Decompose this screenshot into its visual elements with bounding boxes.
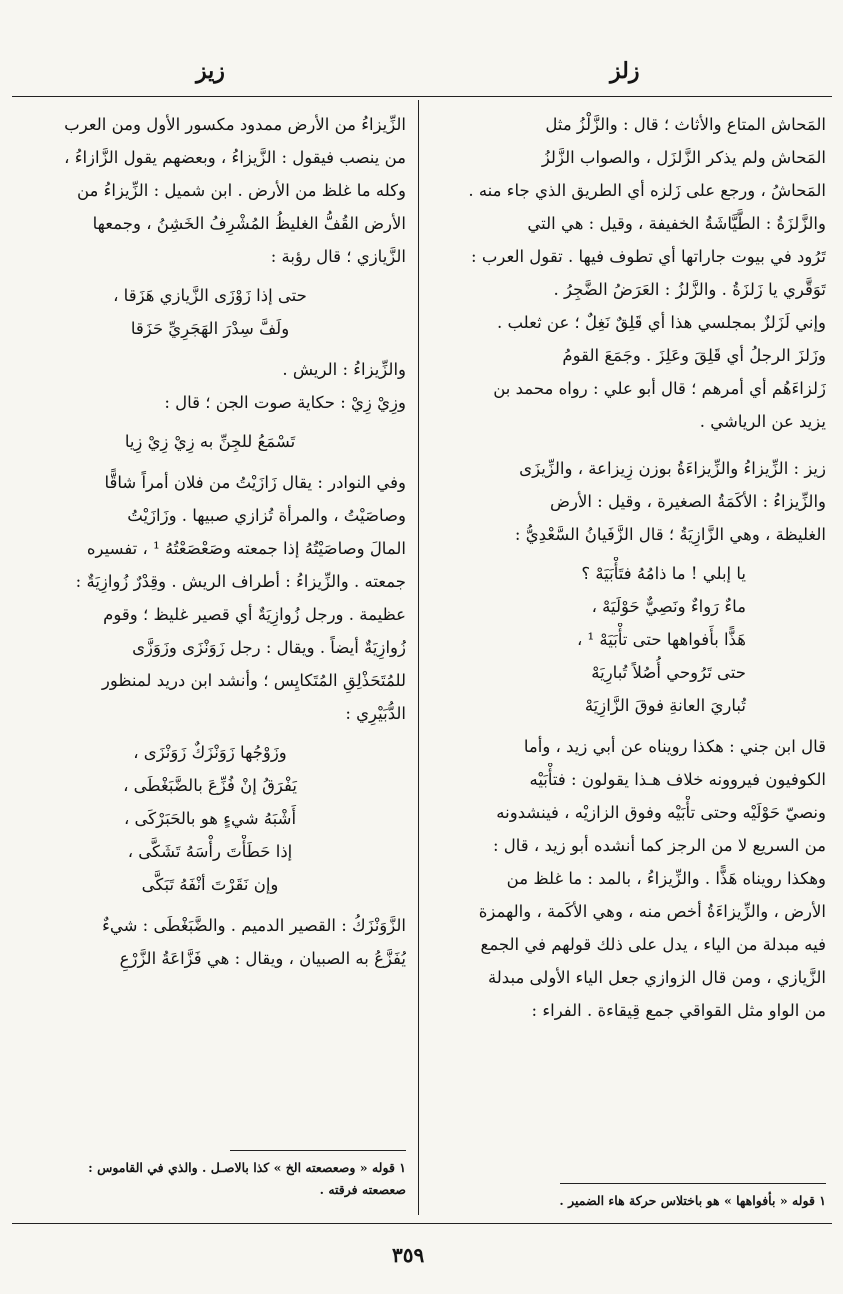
verse-line: تُباريَ العانةِ فوقَ الزَّازِيَهْ bbox=[584, 696, 746, 715]
entry-ibn-jinni bbox=[428, 730, 826, 1027]
text-line: ونصيّ حَوْلَيْه وحتى تأْبَيْه وفوق الزازيْه ، فينشدونه bbox=[496, 803, 826, 822]
verse-line: يَفْرَقُ إنْ فُزِّعَ بالضَّبَغْطَى ، bbox=[123, 776, 297, 795]
left-column bbox=[14, 108, 406, 975]
verse-line: إذا حَطَأْتَ رأْسَهُ تَشَكَّى ، bbox=[127, 842, 293, 861]
footnote-right bbox=[430, 1190, 826, 1212]
text-line: زيز : الزِّيزاءُ والزِّيزاءَةُ بوزن زِيزاعة ، والزِّيزَى bbox=[519, 459, 826, 478]
text-line: الكوفيون فيروونه خلاف هـذا يقولون : فتأْبَيْه bbox=[529, 770, 826, 789]
verse-line: ماءٌ رَواءٌ ونَصِيٌّ حَوْلَيَهْ ، bbox=[591, 597, 746, 616]
text-line: المَحاش ولم يذكر الزَّلزَل ، والصواب الزَّلزُ bbox=[541, 148, 826, 167]
text-line: الزَّوَنْزَكُ : القصير الدميم . والضَّبَغْطَى : شيءٌ bbox=[102, 916, 406, 935]
verse-line: وزَوْجُها زَوَنْزَكٌ زَوَنْزَى ، bbox=[133, 743, 287, 762]
verse-line: أَشْبَهُ شيءٍ هو بالحَبَرْكَى ، bbox=[123, 809, 297, 828]
footnote-rule-right bbox=[560, 1183, 826, 1184]
text-line: يُفَزَّعُ به الصبيان ، ويقال : هي فَزَّاعَةُ الزَّرْعِ bbox=[119, 949, 406, 968]
text-line: من الواو مثل القواقي جمع قِيقاءة . الفراء : bbox=[531, 1001, 826, 1020]
entry-rish bbox=[14, 353, 406, 419]
text-line: وزَلزَ الرجلُ أي قَلِقَ وعَلِزَ . وجَمَعَ القومُ bbox=[562, 346, 826, 365]
verse-block bbox=[14, 425, 406, 458]
text-line: وزِيْ زِيْ : حكاية صوت الجن ؛ قال : bbox=[164, 393, 406, 412]
text-line: الأرض ، والزِّيزاءَةُ أخص منه ، وهي الأكَمة ، والهمزة bbox=[478, 902, 826, 921]
verse-line: هَذًّا بأَفواهها حتى تأْبَيَهْ ¹ ، bbox=[576, 630, 746, 649]
text-line: من ينصب فيقول : الزَّيزاءُ ، وبعضهم يقول الزَّازاءُ ، bbox=[64, 148, 406, 167]
text-line: الأرض القُفُّ الغليظُ المُشْرِفُ الخَشِنُ ، وجمعها bbox=[92, 214, 406, 233]
footnote-left bbox=[14, 1157, 406, 1201]
verse-block bbox=[14, 736, 406, 901]
text-line: الغليظة ، وهي الزَّازِيَةُ ؛ قال الزَّفَيانُ السَّعْدِيُّ : bbox=[514, 525, 826, 544]
text-line: الزَّيازي ؛ قال رؤبة : bbox=[270, 247, 406, 266]
verse-line: وإن نَقَرْتَ أنْفَهُ تَبَكَّى bbox=[141, 875, 279, 894]
verse-block bbox=[428, 557, 826, 722]
entry-zawanzak bbox=[14, 909, 406, 975]
text-line: عظيمة . ورجل زُوازِيَةٌ أي قصير غليظ ؛ وقوم bbox=[103, 605, 406, 624]
text-line: وإني لَزَلزٌ بمجلسي هذا أي قَلِقٌ نَغِلٌ ؛ عن ثعلب . bbox=[496, 313, 826, 332]
entry-ziz bbox=[428, 452, 826, 551]
text-line: للمُتَحَذْلِقِ المُتَكايِس ؛ وأنشد ابن دريد لمنظور bbox=[101, 671, 406, 690]
verse-line: تَسْمَعُ للجِنِّ به زِيْ زِيْ زِيا bbox=[124, 432, 296, 451]
text-line: المَحاشُ ، ورجع على زَلزه أي الطريق الذي جاء منه . bbox=[468, 181, 826, 200]
text-line: وفي النوادر : يقال زَازَيْتُ من فلان أمراً شاقًّا bbox=[104, 473, 406, 492]
text-line: الزِّيزاءُ من الأرض ممدود مكسور الأول ومن العرب bbox=[64, 115, 406, 134]
footnote-rule-left bbox=[230, 1150, 406, 1151]
text-line: تَرُود في بيوت جاراتها أي تطوف فيها . تقول العرب : bbox=[471, 247, 826, 266]
verse-block bbox=[14, 279, 406, 345]
verse-line: حتى تَرُوحي أُصُلاً تُبارِيَهْ bbox=[591, 663, 746, 682]
verse-line: يا إبلي ! ما ذامُهُ فتَأْبَيَهْ ؟ bbox=[581, 564, 746, 583]
verse-line: ولَفَّ سِدْرَ الهَجَرِيِّ حَزَقا bbox=[130, 319, 290, 338]
text-line: وصاصَيْتُ ، والمرأة تُزازي صبيها . وزَازَيْتُ bbox=[127, 506, 406, 525]
entry-zizaa bbox=[14, 108, 406, 273]
text-line: وكله ما غلظ من الأرض . ابن شميل : الزِّيزاءُ من bbox=[76, 181, 406, 200]
verse-line: حتى إذا زَوْزَى الزَّيازي هَزَقا ، bbox=[113, 286, 307, 305]
text-line: جمعته . والزِّيزاءُ : أطراف الريش . وقِدْرٌ زُوازِيَةٌ : bbox=[75, 572, 406, 591]
entry-nawadir bbox=[14, 466, 406, 730]
text-line: المَحاش المتاع والأثاث ؛ قال : والزَّلْزُ مثل bbox=[545, 115, 826, 134]
footnote-line: ١ قوله « بأفواهها » هو باختلاس حركة هاء الضمير . bbox=[559, 1193, 826, 1208]
header-word-left: زيز bbox=[196, 58, 225, 84]
text-line: يزيد عن الرياشي . bbox=[699, 412, 826, 431]
entry-zalz bbox=[428, 108, 826, 438]
text-line: تَوَقَّري يا زَلزَةُ . والزَّلزُ : العَرَضُ الضَّجِرُ . bbox=[553, 280, 826, 299]
page-number: ٣٥٩ bbox=[392, 1243, 425, 1267]
text-line: زَلزاءَهُم أي أمرهم ؛ قال أبو علي : رواه محمد بن bbox=[493, 379, 826, 398]
footnote-line: صعصعته فرقته . bbox=[319, 1182, 406, 1197]
right-column bbox=[428, 108, 826, 1027]
text-line: الدُّبَيْرِي : bbox=[345, 704, 406, 723]
text-line: زُوازِيَةٌ أيضاً . ويقال : رجل زَوَنْزَى وزَوَزَّى bbox=[132, 638, 406, 657]
text-line: الزَّيازي ، ومن قال الزوازي جعل الياء الأولى مبدلة bbox=[487, 968, 826, 987]
header-word-right: زلز bbox=[610, 58, 640, 84]
column-divider bbox=[418, 100, 419, 1215]
text-line: قال ابن جني : هكذا رويناه عن أبي زيد ، وأما bbox=[523, 737, 826, 756]
text-line: والزَّلزَةُ : الطَّيَّاشَةُ الخفيفة ، وقيل : هي التي bbox=[527, 214, 826, 233]
text-line: والزِّيزاءُ : الريش . bbox=[282, 360, 406, 379]
text-line: وهكذا رويناه هَذًّا . والزِّيزاءُ ، بالمد : ما غلظ من bbox=[506, 869, 826, 888]
text-line: المالَ وصاصَيْتُهُ إذا جمعته وصَعْصَعْتُهُ ¹ ، تفسيره bbox=[86, 539, 406, 558]
text-line: من السريع لا من الرجز كما أنشده أبو زيد ، قال : bbox=[492, 836, 826, 855]
footnote-line: ١ قوله « وصعصعته الخ » كذا بالاصـل . والذي في القاموس : bbox=[88, 1160, 406, 1175]
header-rule bbox=[12, 96, 832, 97]
footer-rule bbox=[12, 1223, 832, 1224]
text-line: فيه مبدلة من الياء ، يدل على ذلك قولهم في الجمع bbox=[480, 935, 826, 954]
text-line: والزِّيزاءُ : الأكَمَةُ الصغيرة ، وقيل : الأرض bbox=[550, 492, 826, 511]
